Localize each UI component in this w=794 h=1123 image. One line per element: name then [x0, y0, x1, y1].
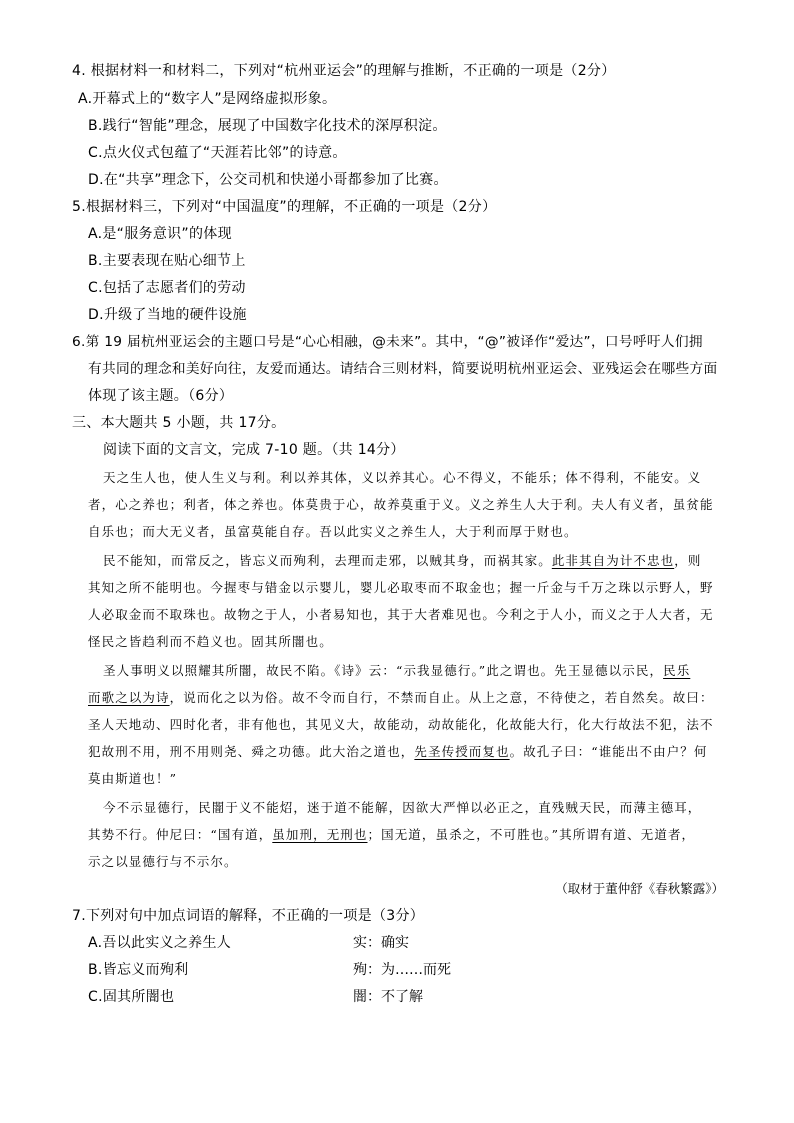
- section-heading: 三、本大题共 5 小题，共 17分。: [72, 415, 286, 431]
- q4-option-c: C.点火仪式包蕴了“天涯若比邻”的诗意。: [88, 145, 347, 161]
- passage-text: ，则: [674, 553, 702, 568]
- q4-option-a: A.开幕式上的“数字人”是网络虚拟形象。: [78, 91, 337, 107]
- passage-text: 犯故刑不用，刑不用则尧、舜之功德。此大治之道也，: [88, 744, 415, 759]
- q5-option-b: B.主要表现在贴心细节上: [88, 253, 246, 269]
- passage-source: （取材于董仲舒《春秋繁露》）: [555, 881, 724, 896]
- passage-text: 民不能知，而常反之，皆忘义而殉利，去理而走邪，以贼其身，而祸其家。: [103, 553, 552, 568]
- passage-text: 圣人事明义以照耀其所闇，故民不陷。《诗》云：“示我显德行。”此之谓也。先王显德以示民，: [103, 663, 664, 678]
- passage-p1-line-1: 天之生人也，使人生义与利。利以养其体，义以养其心。心不得义，不能乐；体不得利，不能安。义: [103, 470, 702, 485]
- q6-line-2: 有共同的理念和美好向往，友爱而通达。请结合三则材料，简要说明杭州亚运会、亚残运会在哪些方面: [88, 361, 718, 377]
- passage-p3-line-2: [88, 690, 714, 706]
- passage-p2-line-1: [103, 553, 701, 569]
- passage-text: 其势不行。仲尼曰：“国有道，: [88, 827, 273, 842]
- q7-option-a: A.吾以此实义之养生人: [88, 935, 232, 951]
- passage-p2-line-2: 其知之所不能明也。今握枣与错金以示婴儿，婴儿必取枣而不取金也；握一斤金与千万之珠以示野人，野: [88, 580, 714, 595]
- passage-p1-line-2: 者，心之养也；利者，体之养也。体莫贵于心，故养莫重于义。义之养生人大于利。夫人有义者，虽贫能: [88, 497, 714, 512]
- passage-p3-line-3: 圣人天地动、四时化者，非有他也，其见义大，故能动，动故能化，化故能大行，化大行故法不犯，法不: [88, 717, 714, 732]
- underlined-sentence: 而歌之以为诗: [88, 690, 170, 705]
- q6-line-3: 体现了该主题。（6分）: [88, 388, 234, 404]
- underlined-sentence: 此非其自为计不忠也: [551, 553, 675, 568]
- passage-p3-line-5: 莫由斯道也！”: [88, 771, 178, 786]
- passage-p3-line-4: [88, 744, 708, 760]
- q4-option-b: B.践行“智能”理念，展现了中国数字化技术的深厚积淀。: [88, 118, 447, 134]
- q4-option-d: D.在“共享”理念下，公交司机和快递小哥都参加了比赛。: [88, 172, 448, 188]
- passage-text: 。故孔子曰：“谁能出不由户？何: [509, 744, 708, 759]
- q7-option-b-explanation: 殉：为……而死: [353, 962, 451, 978]
- q7-option-b: B.皆忘义而殉利: [88, 962, 189, 978]
- passage-text: ，说而化之以为俗。故不令而自行，不禁而自止。从上之意，不待使之，若自然矣。故曰：: [169, 690, 714, 705]
- passage-p2-line-4: 怪民之皆趋利而不趋义也。固其所闇也。: [88, 634, 333, 649]
- underlined-sentence: 虽加刑，无刑也: [272, 827, 368, 842]
- passage-p2-line-3: 人必取金而不取珠也。故物之于人，小者易知也，其于大者难见也。今利之于人小，而义之于人大者，无: [88, 607, 714, 622]
- q4-stem: 4. 根据材料一和材料二，下列对“杭州亚运会”的理解与推断，不正确的一项是（2分）: [72, 63, 616, 79]
- q7-stem: 7.下列对句中加点词语的解释，不正确的一项是（3分）: [72, 908, 425, 924]
- underlined-sentence: 民乐: [663, 663, 691, 678]
- passage-p3-line-1: [103, 663, 690, 679]
- q5-option-d: D.升级了当地的硬件设施: [88, 307, 247, 323]
- q5-option-c: C.包括了志愿者们的劳动: [88, 280, 246, 296]
- passage-p1-line-3: 自乐也；而大无义者，虽富莫能自存。吾以此实义之养生人，大于利而厚于财也。: [88, 524, 578, 539]
- passage-p4-line-1: 今不示显德行，民闇于义不能炤，迷于道不能解，因欲大严惮以必正之，直残贼天民，而薄主德耳，: [103, 800, 702, 815]
- underlined-sentence: 先圣传授而复也: [414, 744, 510, 759]
- passage-p4-line-2: [88, 827, 695, 843]
- q7-option-c-explanation: 闇：不了解: [353, 989, 423, 1005]
- q5-option-a: A.是“服务意识”的体现: [88, 226, 232, 242]
- passage-intro: 阅读下面的文言文，完成 7-10 题。（共 14分）: [103, 442, 405, 458]
- passage-p4-line-3: 示之以显德行与不示尔。: [88, 854, 238, 869]
- q7-option-a-explanation: 实：确实: [353, 935, 409, 951]
- q7-option-c: C.固其所闇也: [88, 989, 175, 1005]
- passage-text: ；国无道，虽杀之，不可胜也。”其所谓有道、无道者，: [367, 827, 696, 842]
- q5-stem: 5.根据材料三，下列对“中国温度”的理解，不正确的一项是（2分）: [72, 199, 497, 215]
- q6-line-1: 6.第 19 届杭州亚运会的主题口号是“心心相融，@未来”。其中，“@”被译作“爱达”，口号呼吁人们拥: [72, 334, 703, 350]
